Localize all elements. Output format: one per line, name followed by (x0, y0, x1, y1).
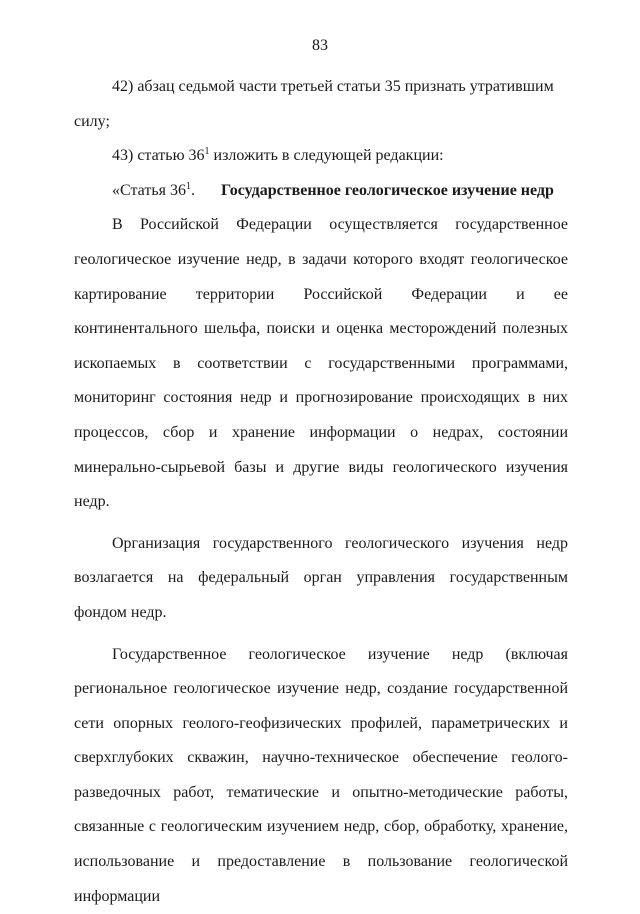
amendment-item-43-text-after: изложить в следующей редакции: (210, 147, 444, 164)
amendment-item-43-superscript: 1 (205, 146, 210, 157)
paragraph-gap (74, 520, 568, 527)
amendment-item-43 (74, 139, 568, 174)
amendment-item-42 (74, 70, 568, 139)
paragraph-gap (74, 631, 568, 638)
paragraph-2: Организация государственного геологического изучения недр возлагается на федеральный орган управления государственным фондом недр. (74, 527, 568, 631)
article-prefix: «Статья 36 (112, 182, 186, 199)
amendment-item-42-text: 42) абзац седьмой части третьей статьи 35 признать утратившим силу; (74, 78, 554, 130)
document-body (74, 70, 568, 914)
amendment-item-43-text-before: 43) статью 36 (112, 147, 205, 164)
article-title: Государственное геологическое изучение недр (221, 182, 554, 199)
article-superscript: 1 (186, 181, 191, 192)
paragraph-1: В Российской Федерации осуществляется государственное геологическое изучение недр, в задачи которого входят геологическое картирование территории Российской Федерации и ее континентального шельфа, поиски и оценка месторождений полезных ископаемых в соответствии с государственными программами, мониторинг состояния недр и прогнозирование происходящих в них процессов, сбор и хранение информации о недрах, состоянии минерально-сырьевой базы и другие виды геологического изучения недр. (74, 208, 568, 519)
page-number: 83 (0, 36, 640, 56)
article-heading (74, 174, 568, 209)
article-suffix: . (191, 182, 195, 199)
paragraph-3: Государственное геологическое изучение недр (включая региональное геологическое изучение недр, создание государственной сети опорных геолого-геофизических профилей, параметрических и сверхглубоких скважин, научно-техническое обеспечение геолого-разведочных работ, тематические и опытно-методические работы, связанные с геологическим изучением недр, сбор, обработку, хранение, использование и предоставление в пользование геологической информации (74, 638, 568, 914)
